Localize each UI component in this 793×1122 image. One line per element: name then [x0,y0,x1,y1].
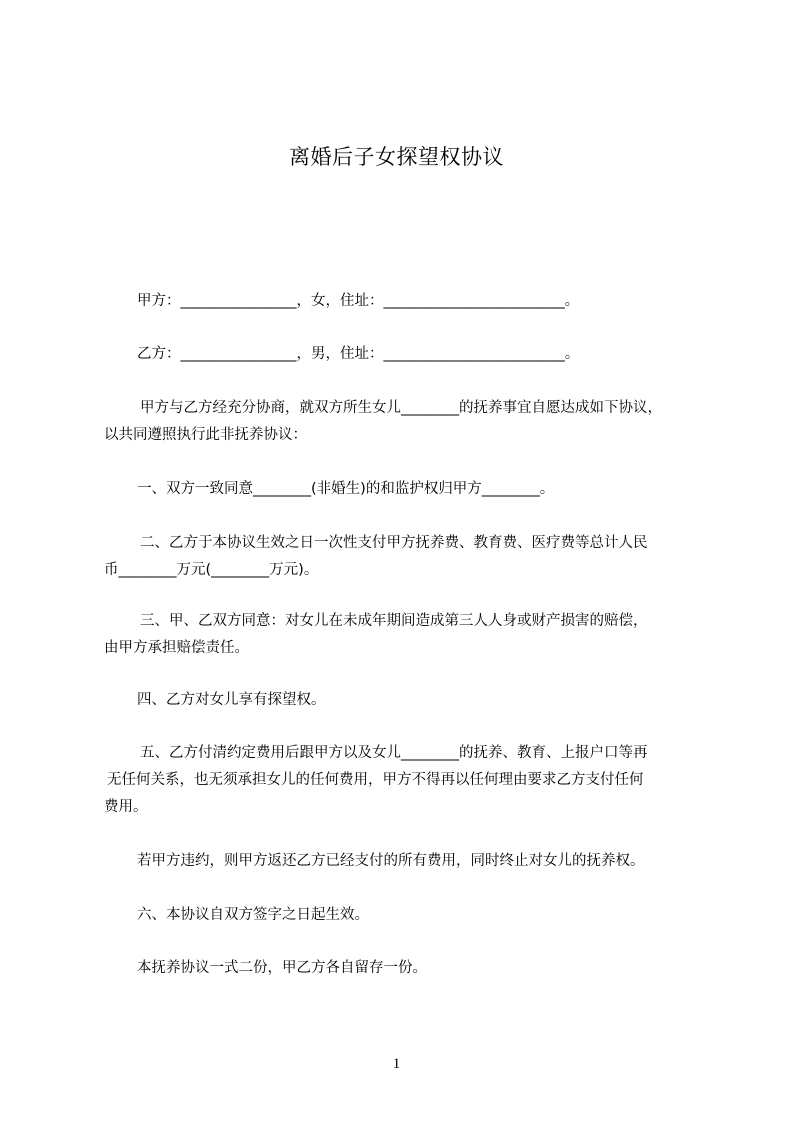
clause-2-line-1: 二、乙方于本协议生效之日一次性支付甲方抚养费、教育费、医疗费等总计人民 [140,535,648,551]
clause-5-line-2: 无任何关系，也无须承担女儿的任何费用，甲方不得再以任何理由要求乙方支付任何 [107,772,644,788]
clause-6: 六、本协议自双方签字之日起生效。 [137,907,369,923]
clause-2-line-2: 币________万元(________万元)。 [104,562,319,578]
clause-5-line-1: 五、乙方付清约定费用后跟甲方以及女儿________的抚养、教育、上报户口等再 [140,745,648,761]
party-a-line: 甲方：________________，女，住址：_________________________。 [137,293,580,309]
clause-3-line-1: 三、甲、乙双方同意：对女儿在未成年期间造成第三人人身或财产损害的赔偿， [140,613,648,629]
document-title: 离婚后子女探望权协议 [289,145,504,169]
clause-4: 四、乙方对女儿享有探望权。 [137,692,326,708]
party-b-line: 乙方：________________，男，住址：_________________________。 [137,346,580,362]
clause-5-line-3: 费用。 [104,799,148,815]
page-number: 1 [392,1056,401,1072]
intro-line-2: 以共同遵照执行此非抚养协议： [104,427,307,443]
copies-clause: 本抚养协议一式二份，甲乙方各自留存一份。 [137,960,427,976]
intro-line-1: 甲方与乙方经充分协商，就双方所生女儿________的抚养事宜自愿达成如下协议， [140,400,662,416]
breach-clause: 若甲方违约，则甲方返还乙方已经支付的所有费用，同时终止对女儿的抚养权。 [137,853,645,869]
clause-3-line-2: 由甲方承担赔偿责任。 [104,640,249,656]
clause-1: 一、双方一致同意________(非婚生)的和监护权归甲方________。 [137,481,555,497]
